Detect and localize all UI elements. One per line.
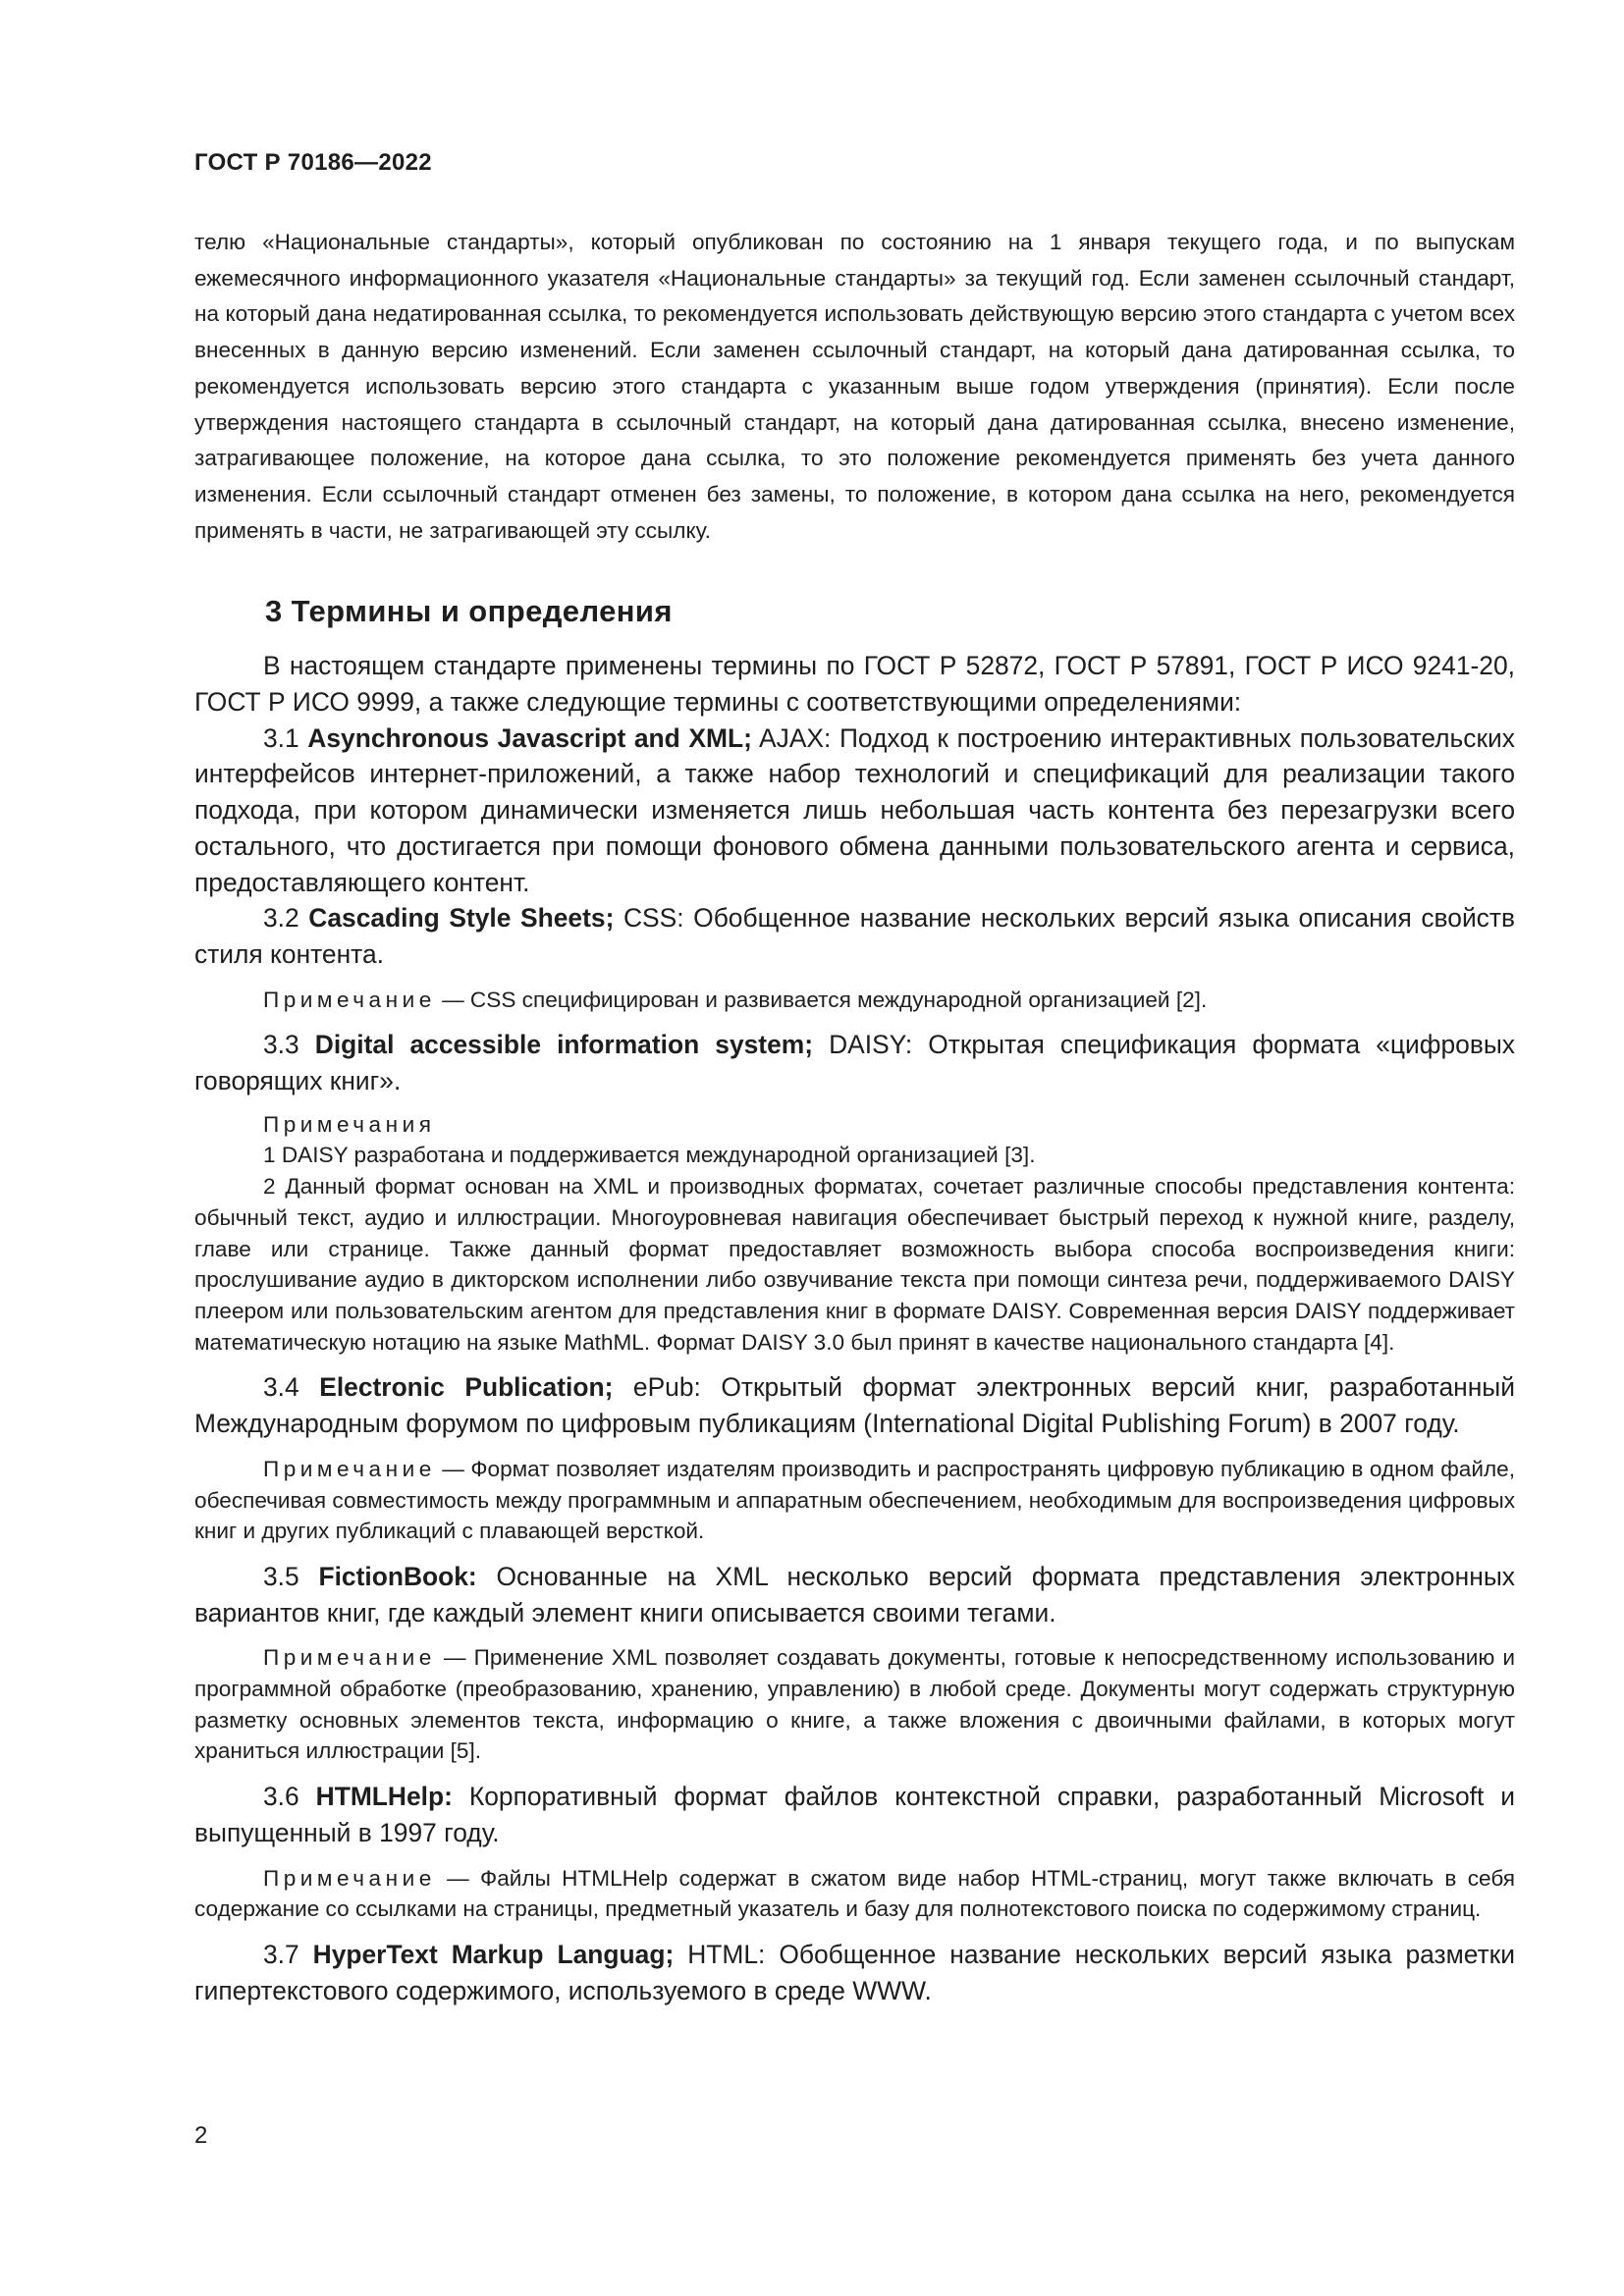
page-content xyxy=(194,225,1515,2008)
term-name: FictionBook: xyxy=(318,1561,477,1591)
note-3-3-2: 2 Данный формат основан на XML и производных форматах, сочетает различные способы представления контента: обычный текст, аудио и иллюстрации. Многоуровневая навигация обеспечивает быстрый переход к нужной книге, разделу, главе или странице. Также данный формат предоставляет возможность выбора способа воспроизведения книги: прослушивание аудио в дикторском исполнении либо озвучивание текста при помощи синтеза речи, поддерживаемого DAISY плеером или пользовательским агентом для представления книг в формате DAISY. Современная версия DAISY поддерживает математическую нотацию на языке MathML. Формат DAISY 3.0 был принят в качестве национального стандарта [4]. xyxy=(194,1174,1515,1355)
term-number: 3.3 xyxy=(263,1030,299,1060)
page-number: 2 xyxy=(194,2122,208,2149)
term-3-6 xyxy=(194,1779,1515,1850)
term-name: Electronic Publication; xyxy=(319,1372,614,1403)
term-3-3 xyxy=(194,1027,1515,1098)
term-definition: Корпоративный формат файлов контекстной справки, разработанный Microsoft и выпущенный в 1997 году. xyxy=(194,1782,1515,1847)
note-text: — Формат позволяет издателям производить и распространять цифровую публикацию в одном файле, обеспечивая совместимость между программным и аппаратным обеспечением, необходимым для воспроизведения цифровых книг и других публикаций с плавающей версткой. xyxy=(194,1456,1516,1544)
term-3-7 xyxy=(194,1937,1515,2008)
term-definition: Основанные на XML несколько версий формата представления электронных вариантов книг, где каждый элемент книги описывается своими тегами. xyxy=(194,1561,1515,1628)
term-name: HTMLHelp: xyxy=(315,1782,453,1812)
note-label: Примечание xyxy=(263,1865,436,1891)
term-number: 3.6 xyxy=(263,1782,299,1812)
term-definition: DAISY: Открытая спецификация формата «цифровых говорящих книг». xyxy=(194,1030,1515,1096)
term-definition: CSS: Обобщенное название нескольких версий языка описания свойств стиля контента. xyxy=(194,903,1515,969)
term-number: 3.7 xyxy=(263,1939,299,1969)
intro-paragraph: телю «Национальные стандарты», который опубликован по состоянию на 1 января текущего года, и по выпускам ежемесячного информационного указателя «Национальные стандарты» за текущий год. Если заменен ссылочный стандарт, на который дана недатированная ссылка, то рекомендуется использовать действующую версию этого стандарта с учетом всех внесенных в данную версию изменений. Если заменен ссылочный стандарт, на который дана датированная ссылка, то рекомендуется использовать версию этого стандарта с указанным выше годом утверждения (принятия). Если после утверждения настоящего стандарта в ссылочный стандарт, на который дана датированная ссылка, внесено изменение, затрагивающее положение, на которое дана ссылка, то это положение рекомендуется применять без учета данного изменения. Если ссылочный стандарт отменен без замены, то положение, в котором дана ссылка на него, рекомендуется применять в части, не затрагивающей эту ссылку. xyxy=(194,230,1515,543)
note-label: Примечание xyxy=(263,987,436,1012)
note-label: Примечание xyxy=(263,1456,436,1481)
term-definition: ePub: Открытый формат электронных версий книг, разработанный Международным форумом по цифровым публикациям (International Digital Publishing Forum) в 2007 году. xyxy=(194,1372,1515,1439)
term-name: Asynchronous Javascript and XML; xyxy=(307,722,752,753)
term-number: 3.4 xyxy=(263,1372,299,1403)
note-text: — CSS специфицирован и развивается международной организацией [2]. xyxy=(442,987,1208,1012)
term-3-1 xyxy=(194,721,1515,901)
note-3-4 xyxy=(194,1454,1515,1547)
term-number: 3.5 xyxy=(263,1561,299,1591)
term-name: HyperText Markup Languag; xyxy=(312,1939,675,1969)
note-label: Примечания xyxy=(263,1111,436,1137)
term-3-2 xyxy=(194,900,1515,972)
term-3-5 xyxy=(194,1559,1515,1630)
note-3-5 xyxy=(194,1642,1515,1767)
note-3-2 xyxy=(194,985,1515,1016)
term-name: Cascading Style Sheets; xyxy=(308,903,615,934)
note-3-3-1: 1 DAISY разработана и поддерживается международной организацией [3]. xyxy=(263,1143,1036,1168)
document-header: ГОСТ Р 70186—2022 xyxy=(194,149,432,176)
note-text: — Применение XML позволяет создавать документы, готовые к непосредственному использованию и программной обработке (преобразованию, хранению, управлению) в любой среде. Документы могут содержать структурную разметку основных элементов текста, информацию о книге, а также вложения с двоичными файлами, в которых могут храниться иллюстрации [5]. xyxy=(194,1645,1515,1764)
term-number: 3.1 xyxy=(263,722,299,753)
term-definition: HTML: Обобщенное название нескольких версий языка разметки гипертекстового содержимого, используемого в среде WWW. xyxy=(194,1939,1515,2005)
term-3-4 xyxy=(194,1369,1515,1441)
term-definition: AJAX: Подход к построению интерактивных пользовательских интерфейсов интернет-приложений, а также набор технологий и спецификаций для реализации такого подхода, при котором динамически изменяется лишь небольшая часть контента без перезагрузки всего остального, что достигается при помощи фонового обмена данными пользовательского агента и сервиса, предоставляющего контент. xyxy=(194,722,1515,897)
section-title: 3 Термины и определения xyxy=(265,594,673,629)
note-label: Примечание xyxy=(263,1645,436,1671)
note-text: — Файлы HTMLHelp содержат в сжатом виде набор HTML-страниц, могут также включать в себя содержание со ссылками на страницы, предметный указатель и базу для полнотекстового поиска по содержимому страниц. xyxy=(194,1865,1515,1922)
note-3-6 xyxy=(194,1863,1515,1925)
notes-label-3-3 xyxy=(194,1109,1515,1141)
term-name: Digital accessible information system; xyxy=(314,1030,814,1060)
term-number: 3.2 xyxy=(263,903,299,934)
section-lead: В настоящем стандарте применены термины по ГОСТ Р 52872, ГОСТ Р 57891, ГОСТ Р ИСО 9241-20, ГОСТ Р ИСО 9999, а также следующие термины с соответствующими определениями: xyxy=(194,651,1515,718)
